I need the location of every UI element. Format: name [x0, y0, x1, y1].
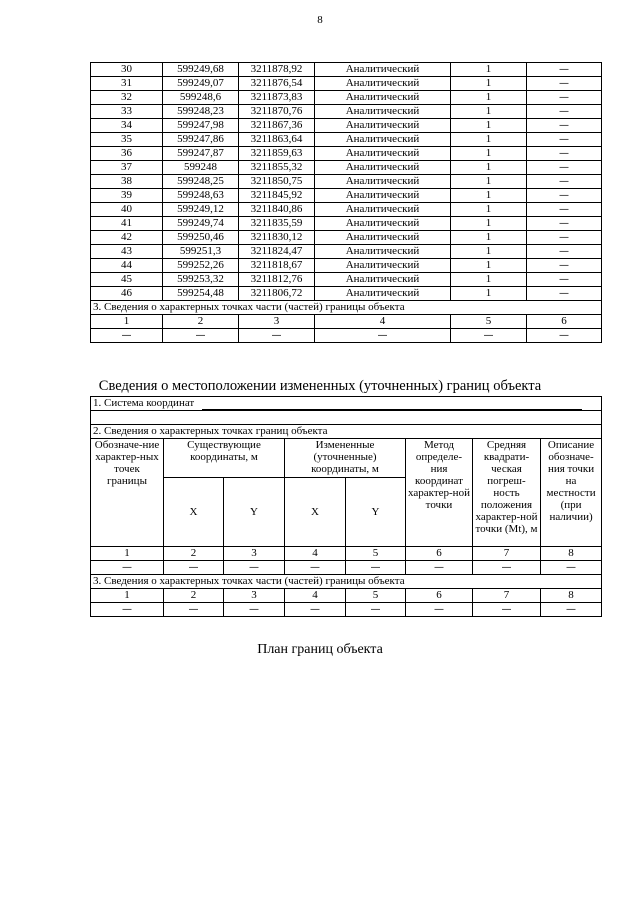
section2-title: 2. Сведения о характерных точках границ объекта — [91, 425, 602, 439]
cell-desc: — — [527, 119, 602, 133]
col-number: 8 — [541, 547, 602, 561]
cell-y: 3211850,75 — [239, 175, 315, 189]
cell-accuracy: 1 — [451, 273, 527, 287]
cell-accuracy: 1 — [451, 119, 527, 133]
dash-cell: — — [541, 603, 602, 617]
cell-method: Аналитический — [315, 133, 451, 147]
heading-plan: План границ объекта — [257, 642, 383, 657]
cell-y: 3211855,32 — [239, 161, 315, 175]
cell-x: 599249,68 — [163, 63, 239, 77]
cell-n: 32 — [91, 91, 163, 105]
table-row — [91, 147, 602, 161]
table-row — [91, 175, 602, 189]
cell-y: 3211876,54 — [239, 77, 315, 91]
header-row-top — [91, 439, 602, 478]
col-number: 3 — [224, 547, 285, 561]
col-number: 5 — [346, 547, 406, 561]
cell-y: 3211859,63 — [239, 147, 315, 161]
cell-desc: — — [527, 217, 602, 231]
cell-y: 3211812,76 — [239, 273, 315, 287]
section3-col-numbers — [91, 589, 602, 603]
cell-desc: — — [527, 77, 602, 91]
col-number: 2 — [163, 315, 239, 329]
cell-method: Аналитический — [315, 77, 451, 91]
cell-n: 36 — [91, 147, 163, 161]
cell-x: 599249,74 — [163, 217, 239, 231]
cell-desc: — — [527, 161, 602, 175]
cell-accuracy: 1 — [451, 231, 527, 245]
cell-n: 34 — [91, 119, 163, 133]
cell-desc: — — [527, 105, 602, 119]
dash-cell: — — [451, 329, 527, 343]
cell-n: 37 — [91, 161, 163, 175]
table-row — [91, 287, 602, 301]
dash-cell: — — [406, 603, 473, 617]
cell-desc: — — [527, 91, 602, 105]
cell-desc: — — [527, 231, 602, 245]
section3-title: 3. Сведения о характерных точках части (частей) границы объекта — [91, 301, 602, 315]
table-row — [91, 231, 602, 245]
col-method-header: Метод определе-ния координат характер-ной точки — [406, 439, 473, 547]
col-number: 6 — [406, 547, 473, 561]
col-number: 7 — [473, 589, 541, 603]
cell-x: 599248,25 — [163, 175, 239, 189]
cell-n: 31 — [91, 77, 163, 91]
coordinate-system-line — [202, 399, 582, 410]
section3-dash-row — [91, 603, 602, 617]
blank-row — [91, 411, 602, 425]
col-changed-header: Измененные (уточненные) координаты, м — [285, 439, 406, 478]
cell-desc: — — [527, 245, 602, 259]
cell-x: 599254,48 — [163, 287, 239, 301]
blank-cell — [91, 411, 602, 425]
cell-y: 3211878,92 — [239, 63, 315, 77]
col-number: 6 — [406, 589, 473, 603]
cell-y: 3211824,47 — [239, 245, 315, 259]
section3-title-row — [91, 301, 602, 315]
cell-method: Аналитический — [315, 105, 451, 119]
col-number: 5 — [451, 315, 527, 329]
col-existing-header: Существующие координаты, м — [164, 439, 285, 478]
dash-cell: — — [91, 603, 164, 617]
dash-cell: — — [91, 561, 164, 575]
cell-accuracy: 1 — [451, 77, 527, 91]
col-number: 1 — [91, 589, 164, 603]
cell-accuracy: 1 — [451, 189, 527, 203]
table-row — [91, 119, 602, 133]
cell-accuracy: 1 — [451, 63, 527, 77]
col-number: 5 — [346, 589, 406, 603]
cell-n: 41 — [91, 217, 163, 231]
cell-desc: — — [527, 147, 602, 161]
cell-x: 599248,6 — [163, 91, 239, 105]
dash-cell: — — [315, 329, 451, 343]
cell-n: 45 — [91, 273, 163, 287]
col-number: 3 — [239, 315, 315, 329]
col-number: 8 — [541, 589, 602, 603]
dash-cell: — — [527, 329, 602, 343]
cell-y: 3211867,36 — [239, 119, 315, 133]
cell-y: 3211806,72 — [239, 287, 315, 301]
col-number: 6 — [527, 315, 602, 329]
cell-x: 599249,07 — [163, 77, 239, 91]
dash-cell: — — [164, 603, 224, 617]
cell-n: 43 — [91, 245, 163, 259]
cell-y: 3211818,67 — [239, 259, 315, 273]
cell-n: 38 — [91, 175, 163, 189]
cell-method: Аналитический — [315, 119, 451, 133]
section3-dash-row — [91, 329, 602, 343]
x-header: X — [164, 478, 224, 547]
cell-method: Аналитический — [315, 161, 451, 175]
cell-accuracy: 1 — [451, 175, 527, 189]
dash-cell: — — [91, 329, 163, 343]
col-number: 4 — [285, 589, 346, 603]
cell-x: 599247,87 — [163, 147, 239, 161]
cell-desc: — — [527, 203, 602, 217]
cell-y: 3211830,12 — [239, 231, 315, 245]
cell-accuracy: 1 — [451, 259, 527, 273]
cell-n: 40 — [91, 203, 163, 217]
cell-method: Аналитический — [315, 273, 451, 287]
table-row — [91, 245, 602, 259]
dash-cell: — — [224, 561, 285, 575]
cell-desc: — — [527, 175, 602, 189]
dash-cell: — — [473, 561, 541, 575]
col-accuracy-header: Средняя квадрати-ческая погреш-ность положения характер-ной точки (Mt), м — [473, 439, 541, 547]
cell-n: 39 — [91, 189, 163, 203]
cell-desc: — — [527, 273, 602, 287]
cell-n: 42 — [91, 231, 163, 245]
cell-method: Аналитический — [315, 91, 451, 105]
table-row — [91, 189, 602, 203]
table-row — [91, 217, 602, 231]
table-row — [91, 133, 602, 147]
col-number: 4 — [285, 547, 346, 561]
y-header: Y — [224, 478, 285, 547]
cell-method: Аналитический — [315, 189, 451, 203]
cell-accuracy: 1 — [451, 147, 527, 161]
dash-cell: — — [239, 329, 315, 343]
col-number: 1 — [91, 315, 163, 329]
cell-n: 30 — [91, 63, 163, 77]
section3-title-row — [91, 575, 602, 589]
col-numbers-row — [91, 547, 602, 561]
table-row — [91, 63, 602, 77]
cell-x: 599248,63 — [163, 189, 239, 203]
table-row — [91, 105, 602, 119]
dash-cell: — — [346, 603, 406, 617]
col-desc-header: Описание обозначе-ния точки на местности (при наличии) — [541, 439, 602, 547]
cell-desc: — — [527, 63, 602, 77]
col-number: 2 — [164, 589, 224, 603]
cell-accuracy: 1 — [451, 287, 527, 301]
cell-desc: — — [527, 133, 602, 147]
cell-x: 599252,26 — [163, 259, 239, 273]
cell-x: 599249,12 — [163, 203, 239, 217]
cell-method: Аналитический — [315, 287, 451, 301]
dash-cell: — — [163, 329, 239, 343]
cell-method: Аналитический — [315, 147, 451, 161]
coordinate-system-row — [91, 397, 602, 411]
cell-y: 3211863,64 — [239, 133, 315, 147]
cell-y: 3211835,59 — [239, 217, 315, 231]
cell-method: Аналитический — [315, 175, 451, 189]
table-row — [91, 259, 602, 273]
changed-boundaries-table — [90, 396, 602, 617]
page-number: 8 — [317, 14, 323, 26]
cell-accuracy: 1 — [451, 133, 527, 147]
x-header: X — [285, 478, 346, 547]
col-number: 1 — [91, 547, 164, 561]
section2-title-row — [91, 425, 602, 439]
section3-col-numbers — [91, 315, 602, 329]
coordinate-system-label: 1. Система координат — [93, 397, 195, 409]
cell-accuracy: 1 — [451, 105, 527, 119]
dash-cell: — — [164, 561, 224, 575]
cell-method: Аналитический — [315, 231, 451, 245]
cell-accuracy: 1 — [451, 245, 527, 259]
cell-y: 3211870,76 — [239, 105, 315, 119]
cell-x: 599253,32 — [163, 273, 239, 287]
col-number: 2 — [164, 547, 224, 561]
cell-x: 599247,86 — [163, 133, 239, 147]
dash-cell: — — [473, 603, 541, 617]
dash-cell: — — [285, 603, 346, 617]
table-row — [91, 273, 602, 287]
cell-method: Аналитический — [315, 217, 451, 231]
cell-method: Аналитический — [315, 259, 451, 273]
table-row — [91, 77, 602, 91]
col-number: 7 — [473, 547, 541, 561]
cell-x: 599251,3 — [163, 245, 239, 259]
cell-x: 599247,98 — [163, 119, 239, 133]
cell-n: 35 — [91, 133, 163, 147]
cell-n: 33 — [91, 105, 163, 119]
cell-y: 3211840,86 — [239, 203, 315, 217]
dash-row — [91, 561, 602, 575]
col-point-header: Обозначе-ние характер-ных точек границы — [91, 439, 164, 547]
cell-accuracy: 1 — [451, 203, 527, 217]
cell-x: 599248,23 — [163, 105, 239, 119]
cell-x: 599248 — [163, 161, 239, 175]
cell-x: 599250,46 — [163, 231, 239, 245]
col-number: 3 — [224, 589, 285, 603]
cell-accuracy: 1 — [451, 217, 527, 231]
table-row — [91, 91, 602, 105]
cell-method: Аналитический — [315, 63, 451, 77]
dash-cell: — — [224, 603, 285, 617]
cell-method: Аналитический — [315, 203, 451, 217]
cell-accuracy: 1 — [451, 161, 527, 175]
cell-desc: — — [527, 189, 602, 203]
table-row — [91, 161, 602, 175]
table-row — [91, 203, 602, 217]
boundary-points-table — [90, 62, 602, 343]
dash-cell: — — [346, 561, 406, 575]
cell-desc: — — [527, 259, 602, 273]
dash-cell: — — [406, 561, 473, 575]
cell-n: 44 — [91, 259, 163, 273]
cell-accuracy: 1 — [451, 91, 527, 105]
dash-cell: — — [285, 561, 346, 575]
cell-y: 3211873,83 — [239, 91, 315, 105]
heading-changed-boundaries: Сведения о местоположении измененных (уточненных) границ объекта — [98, 378, 542, 394]
cell-n: 46 — [91, 287, 163, 301]
boundary-points-body — [91, 63, 602, 301]
cell-desc: — — [527, 287, 602, 301]
col-number: 4 — [315, 315, 451, 329]
cell-method: Аналитический — [315, 245, 451, 259]
cell-y: 3211845,92 — [239, 189, 315, 203]
coordinate-system-cell — [91, 397, 602, 411]
dash-cell: — — [541, 561, 602, 575]
section3-title: 3. Сведения о характерных точках части (частей) границы объекта — [91, 575, 602, 589]
y-header: Y — [346, 478, 406, 547]
